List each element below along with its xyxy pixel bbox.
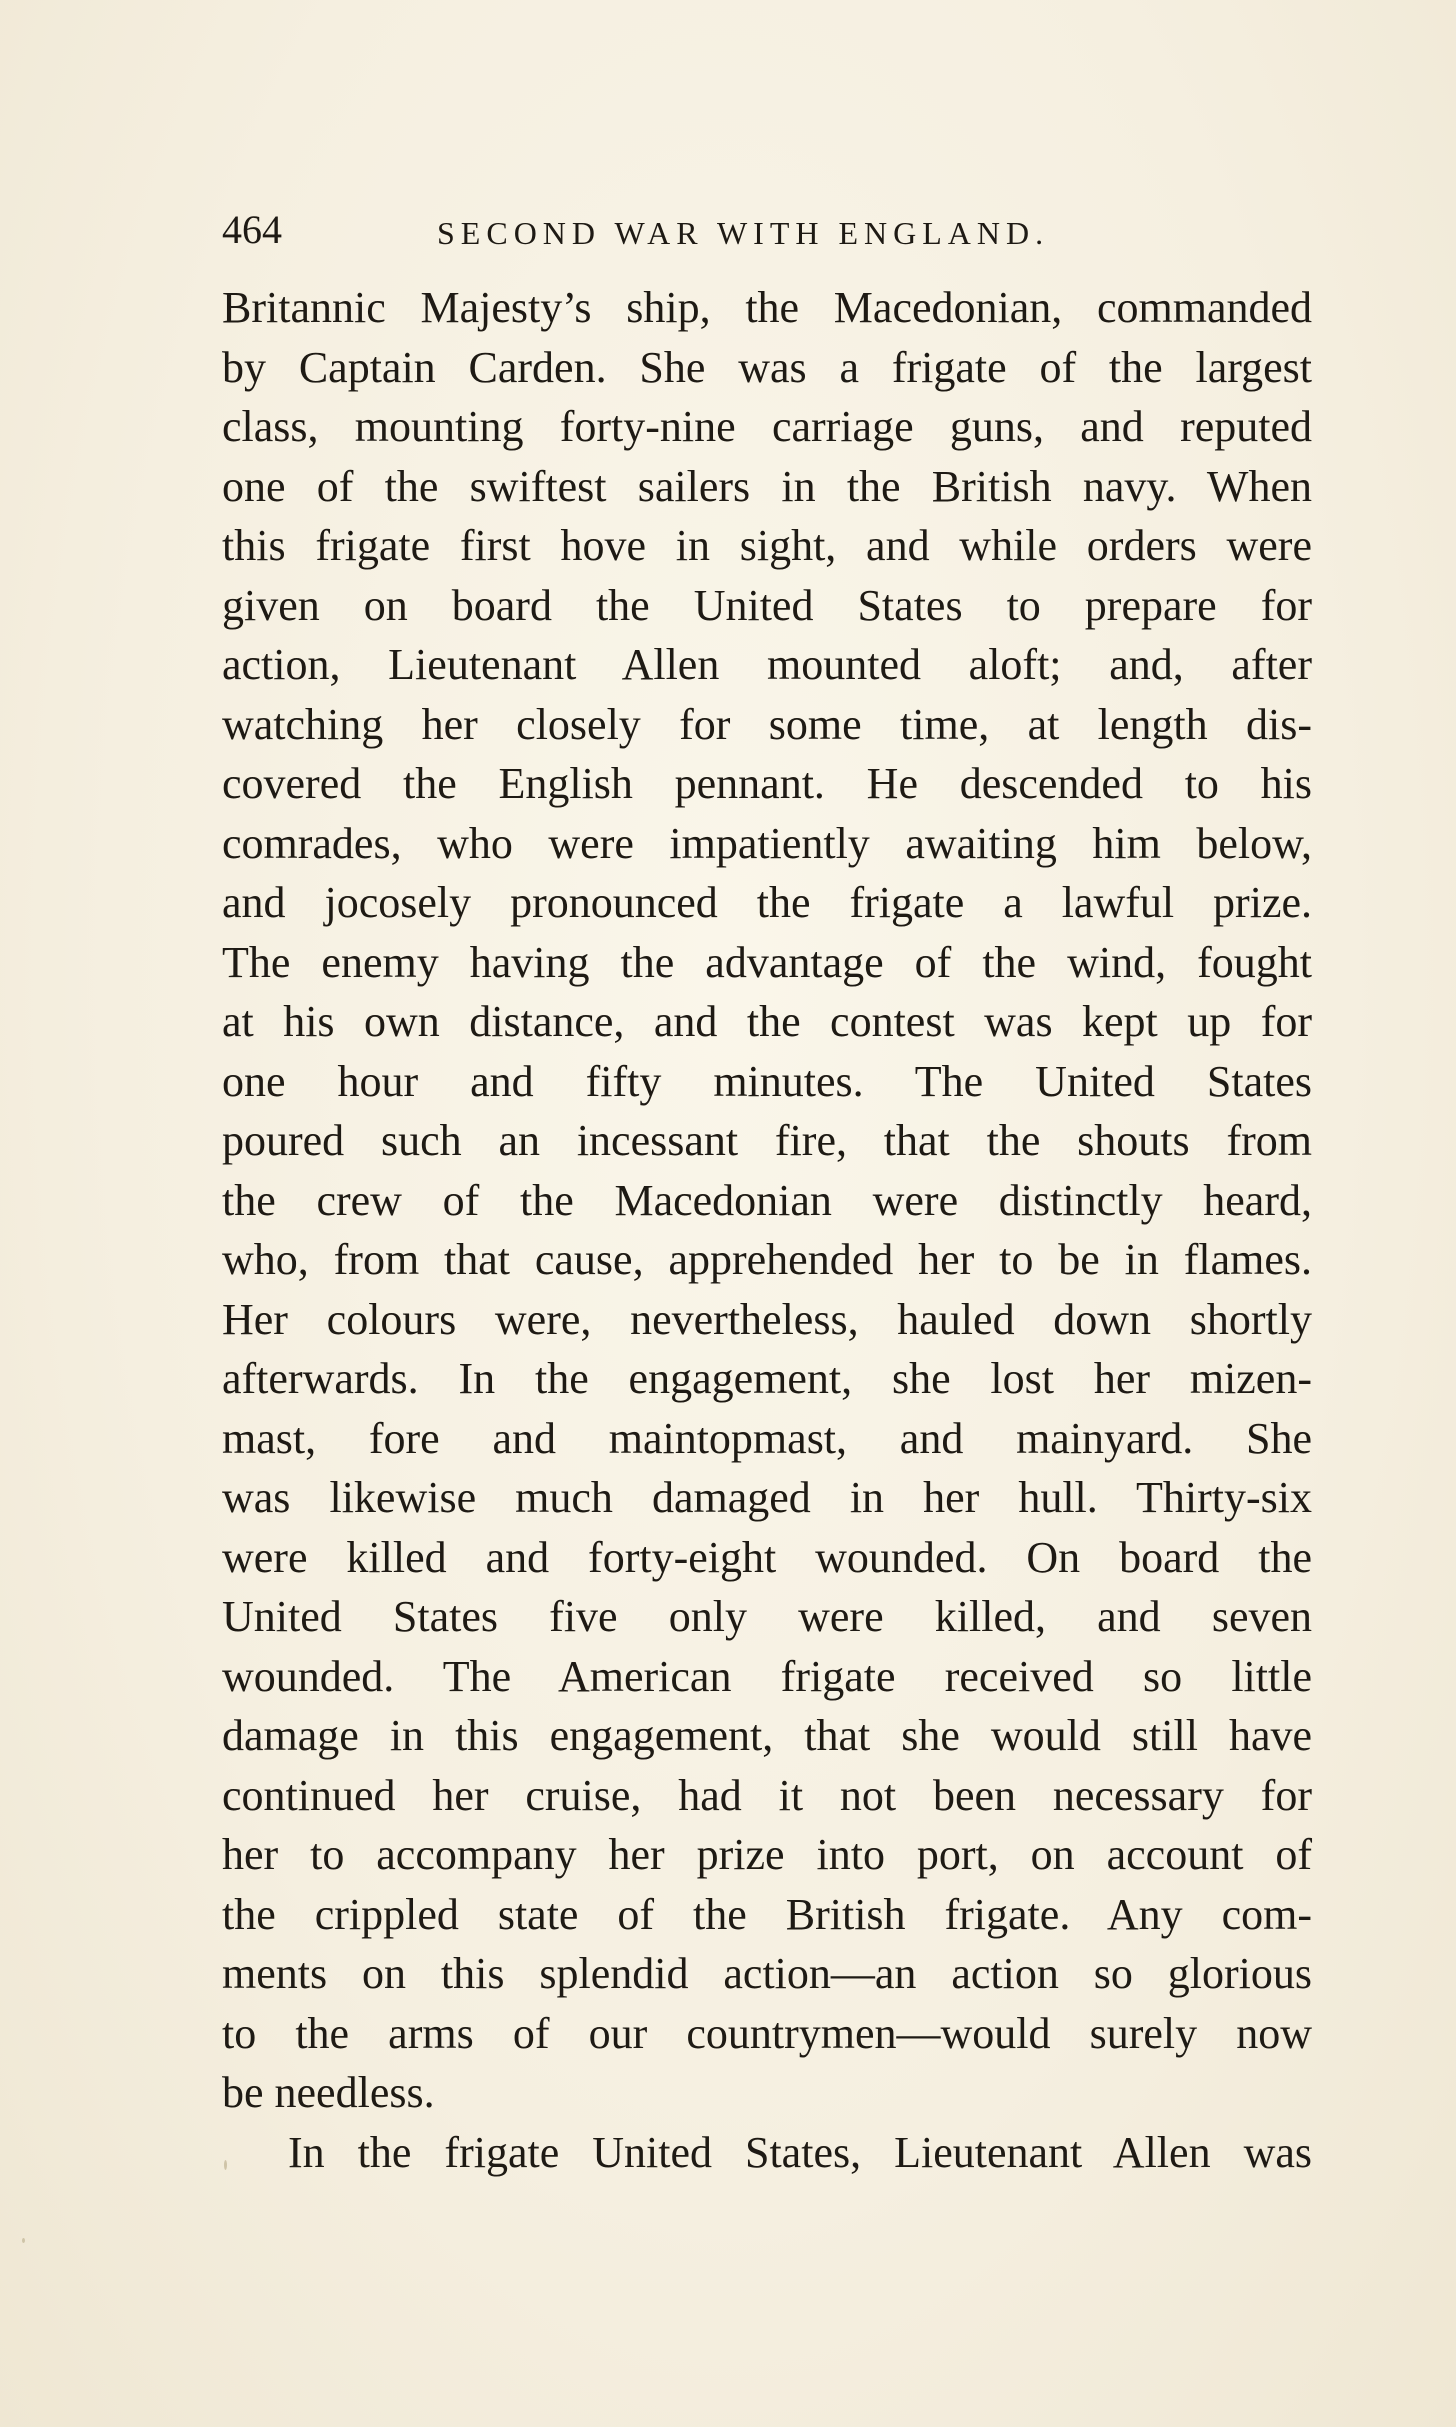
page-number: 464 — [222, 207, 282, 252]
text-line: be needless. — [222, 2068, 435, 2117]
text-line: was likewise much damaged in her hull. Thirty-six — [222, 1473, 1312, 1522]
text-line: action, Lieutenant Allen mounted aloft; and, after — [222, 640, 1312, 689]
text-line: watching her closely for some time, at length dis- — [222, 699, 1312, 749]
text-line: were killed and forty-eight wounded. On board the — [222, 1532, 1312, 1582]
text-line: class, mounting forty-nine carriage guns, and reputed — [222, 402, 1312, 451]
text-line: one of the swiftest sailers in the British navy. When — [222, 461, 1312, 511]
text-line: one hour and fifty minutes. The United States — [222, 1056, 1312, 1106]
text-line: Britannic Majesty’s ship, the Macedonian, commanded — [222, 283, 1312, 332]
text-line: continued her cruise, had it not been necessary for — [222, 1770, 1312, 1820]
paragraph-start-line: In the frigate United States, Lieutenant Allen was — [288, 2127, 1312, 2177]
text-line: wounded. The American frigate received so little — [222, 1651, 1312, 1701]
text-line: poured such an incessant fire, that the shouts from — [222, 1116, 1312, 1165]
text-line: and jocosely pronounced the frigate a lawful prize. — [222, 878, 1312, 927]
text-line: mast, fore and maintopmast, and mainyard. She — [222, 1413, 1312, 1463]
text-line: the crippled state of the British frigate. Any com- — [222, 1889, 1312, 1939]
text-line: United States five only were killed, and seven — [222, 1592, 1312, 1641]
text-line: to the arms of our countrymen—would surely now — [222, 2008, 1312, 2058]
text-line: comrades, who were impatiently awaiting him below, — [222, 818, 1312, 868]
text-line: The enemy having the advantage of the wind, fought — [222, 937, 1312, 987]
text-line: her to accompany her prize into port, on account of — [222, 1830, 1312, 1879]
text-line: at his own distance, and the contest was kept up for — [222, 997, 1312, 1046]
text-line: by Captain Carden. She was a frigate of the largest — [222, 342, 1312, 392]
text-line: covered the English pennant. He descended to his — [222, 759, 1312, 808]
running-title: SECOND WAR WITH ENGLAND. — [437, 215, 1050, 251]
text-line: who, from that cause, apprehended her to be in flames. — [222, 1235, 1312, 1284]
text-line: Her colours were, nevertheless, hauled down shortly — [222, 1294, 1312, 1344]
running-header — [222, 200, 1312, 260]
text-line: the crew of the Macedonian were distinctly heard, — [222, 1175, 1312, 1225]
text-line: this frigate first hove in sight, and while orders were — [222, 521, 1312, 570]
body-text — [222, 278, 1312, 2182]
text-line: given on board the United States to prepare for — [222, 580, 1312, 630]
paper-speck — [224, 2160, 227, 2170]
paper-speck — [22, 2238, 25, 2243]
text-line: ments on this splendid action—an action so glorious — [222, 1949, 1312, 1998]
text-line: afterwards. In the engagement, she lost her mizen- — [222, 1354, 1312, 1403]
text-line: damage in this engagement, that she would still have — [222, 1711, 1312, 1760]
